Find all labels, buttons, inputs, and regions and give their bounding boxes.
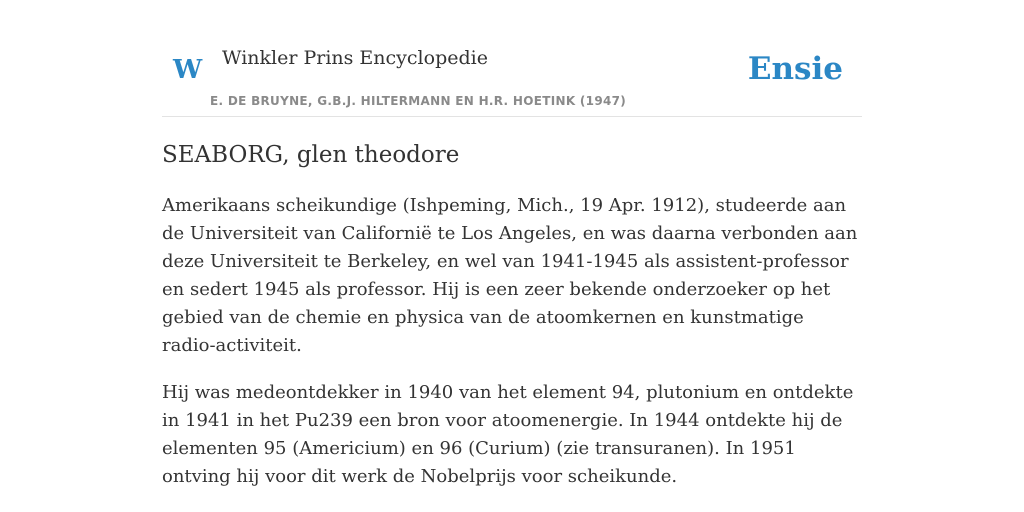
publication-title[interactable]: Winkler Prins Encyclopedie (222, 47, 488, 69)
page (162, 0, 862, 487)
entry-paragraph: Amerikaans scheikundige (Ishpeming, Mich., 19 Apr. 1912), studeerde aan de Universiteit van Californië te Los Angeles, en was daarna verbonden aan deze Universiteit te Berkeley, en wel van 1941-1945 als assistent-professor en sedert 1945 als professor. Hij is een zeer bekende onderzoeker op het gebied van de chemie en physica van de atoomkernen en kunstmatige radio-activiteit. (162, 195, 858, 356)
entry-title: SEABORG, glen theodore (162, 142, 460, 168)
header (162, 0, 862, 117)
ensie-logo[interactable]: Ensie (747, 51, 843, 87)
publication-authors: E. DE BRUYNE, G.B.J. HILTERMANN EN H.R. HOETINK (1947) (210, 94, 627, 108)
publication-logo-icon[interactable]: W (173, 55, 203, 85)
entry-content (162, 192, 862, 510)
entry-paragraph: Hij was medeontdekker in 1940 van het element 94, plutonium en ontdekte in 1941 in het Pu239 een bron voor atoomenergie. In 1944 ontdekte hij de elementen 95 (Americium) en 96 (Curium) (zie transuranen). In 1951 ontving hij voor dit werk de Nobelprijs voor scheikunde. (162, 382, 854, 487)
